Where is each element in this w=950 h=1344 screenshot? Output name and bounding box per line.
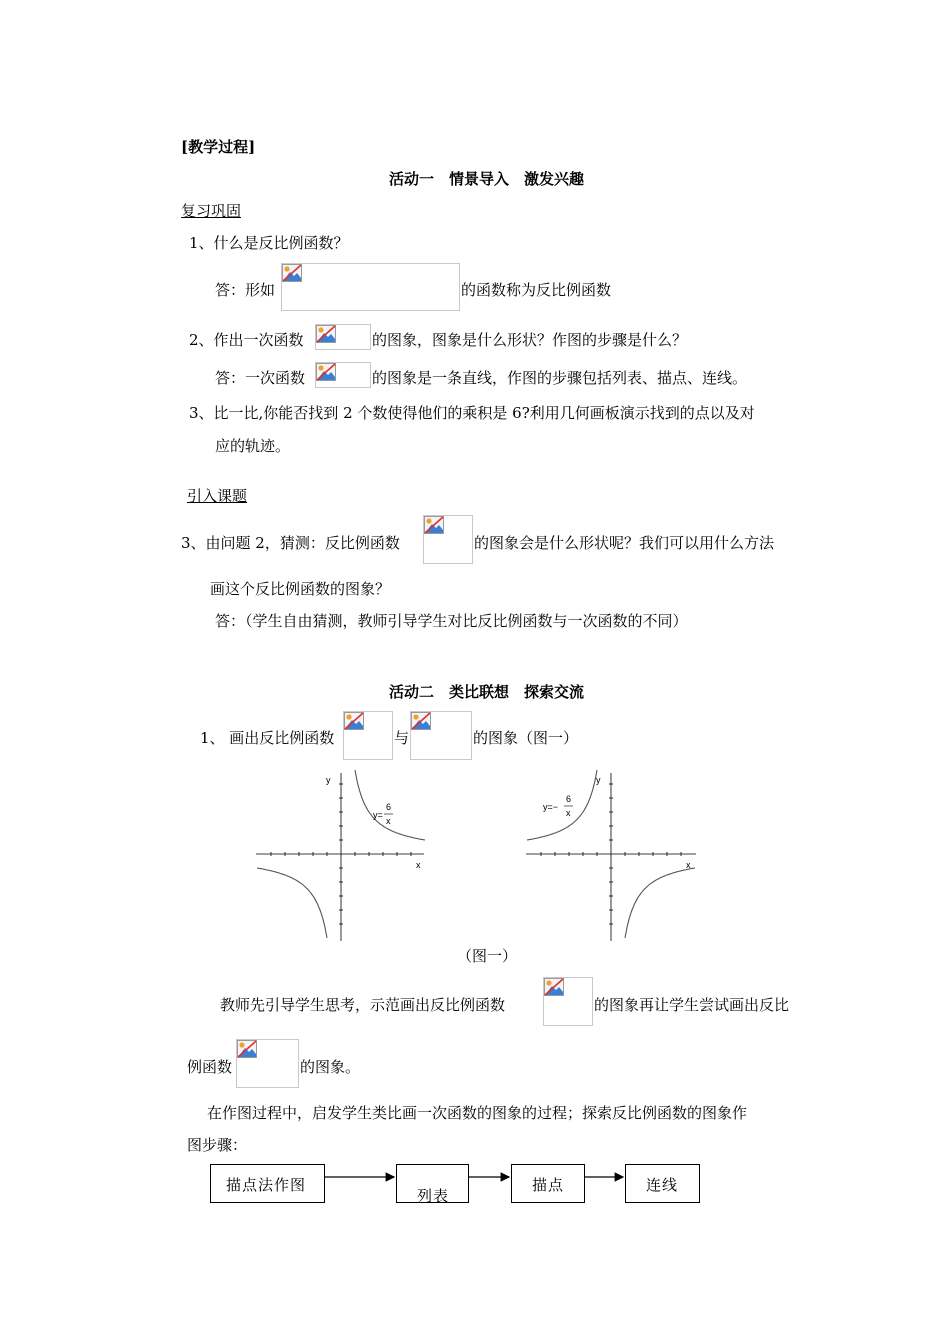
- flow-step-label: 描点法作图: [226, 1176, 307, 1194]
- answer-1-prefix: 答：形如: [215, 281, 276, 299]
- paragraph-1-line2-suffix: 的图象。: [300, 1058, 361, 1076]
- broken-image-icon: [316, 325, 336, 343]
- review-heading: 复习巩固: [181, 202, 242, 220]
- hyperbola-branch-q4: [625, 868, 695, 938]
- intro-heading: 引入课题: [187, 487, 248, 505]
- paragraph-1-prefix: 教师先引导学生思考，示范画出反比例函数: [220, 996, 506, 1014]
- equation-numerator: 6: [566, 794, 572, 804]
- answer-4: 答：（学生自由猜测，教师引导学生对比反比例函数与一次函数的不同）: [215, 612, 688, 630]
- section-heading: [教学过程]: [181, 138, 256, 156]
- formula-image-placeholder: [410, 711, 472, 760]
- flow-step-label: 连线: [646, 1176, 679, 1194]
- flow-step-method: [210, 1164, 325, 1203]
- question-4-suffix: 的图象会是什么形状呢？我们可以用什么方法: [474, 534, 775, 552]
- broken-image-icon: [316, 363, 336, 381]
- flow-step-connect: [625, 1164, 700, 1203]
- y-axis-label: y: [596, 775, 601, 785]
- broken-image-icon: [344, 712, 364, 730]
- graph-y-neg-6-over-x: [520, 767, 705, 945]
- activity2-title: 活动二 类比联想 探索交流: [389, 683, 585, 701]
- item-1-prefix: 1、 画出反比例函数: [200, 729, 335, 747]
- figure-caption: （图一）: [457, 947, 518, 965]
- flow-step-label: 描点: [532, 1176, 565, 1194]
- formula-image-placeholder: [236, 1039, 299, 1088]
- formula-image-placeholder: [315, 362, 371, 388]
- item-1-mid: 与: [394, 729, 410, 747]
- item-1-suffix: 的图象（图一）: [473, 729, 579, 747]
- answer-2-prefix: 答：一次函数: [215, 369, 306, 387]
- answer-1-suffix: 的函数称为反比例函数: [461, 281, 612, 299]
- question-3-line1: 3、比一比,你能否找到 2 个数使得他们的乘积是 6?利用几何画板演示找到的点以及对: [189, 404, 755, 422]
- broken-image-icon: [544, 978, 564, 996]
- paragraph-2-line1: 在作图过程中，启发学生类比画一次函数的图象的过程；探索反比例函数的图象作: [207, 1104, 748, 1122]
- paragraph-2-line2: 图步骤：: [187, 1136, 248, 1154]
- question-2-suffix: 的图象，图象是什么形状？作图的步骤是什么？: [372, 331, 688, 349]
- formula-image-placeholder: [281, 263, 460, 311]
- equation-prefix: y=: [373, 810, 383, 820]
- y-axis-label: y: [326, 775, 331, 785]
- question-4-line2: 画这个反比例函数的图象？: [210, 580, 391, 598]
- activity1-title: 活动一 情景导入 激发兴趣: [389, 170, 585, 188]
- equation-numerator: 6: [386, 802, 392, 812]
- x-axis-label: x: [416, 860, 421, 870]
- equation-denominator: x: [566, 808, 571, 818]
- formula-image-placeholder: [315, 324, 371, 350]
- broken-image-icon: [411, 712, 431, 730]
- formula-image-placeholder: [543, 977, 593, 1026]
- hyperbola-branch-q2: [527, 770, 597, 840]
- equation-denominator: x: [386, 816, 391, 826]
- broken-image-icon: [237, 1040, 257, 1058]
- question-1: 1、什么是反比例函数？: [189, 234, 349, 252]
- formula-image-placeholder: [343, 711, 393, 760]
- paragraph-1-suffix: 的图象再让学生尝试画出反比: [594, 996, 790, 1014]
- flowchart-arrows: [324, 1170, 629, 1186]
- paragraph-1-line2-prefix: 例函数: [187, 1058, 233, 1076]
- equation-prefix: y=−: [543, 802, 559, 812]
- graph-y-6-over-x: [248, 767, 433, 945]
- question-2-prefix: 2、作出一次函数: [189, 331, 304, 349]
- formula-image-placeholder: [423, 515, 473, 564]
- question-4-prefix: 3、由问题 2，猜测：反比例函数: [181, 534, 400, 552]
- flow-step-label: 列表: [417, 1187, 450, 1205]
- hyperbola-branch-q3: [257, 868, 327, 938]
- question-3-line2: 应的轨迹。: [215, 437, 291, 455]
- x-axis-label: x: [686, 860, 691, 870]
- broken-image-icon: [424, 516, 444, 534]
- answer-2-suffix: 的图象是一条直线，作图的步骤包括列表、描点、连线。: [372, 369, 748, 387]
- broken-image-icon: [282, 264, 302, 282]
